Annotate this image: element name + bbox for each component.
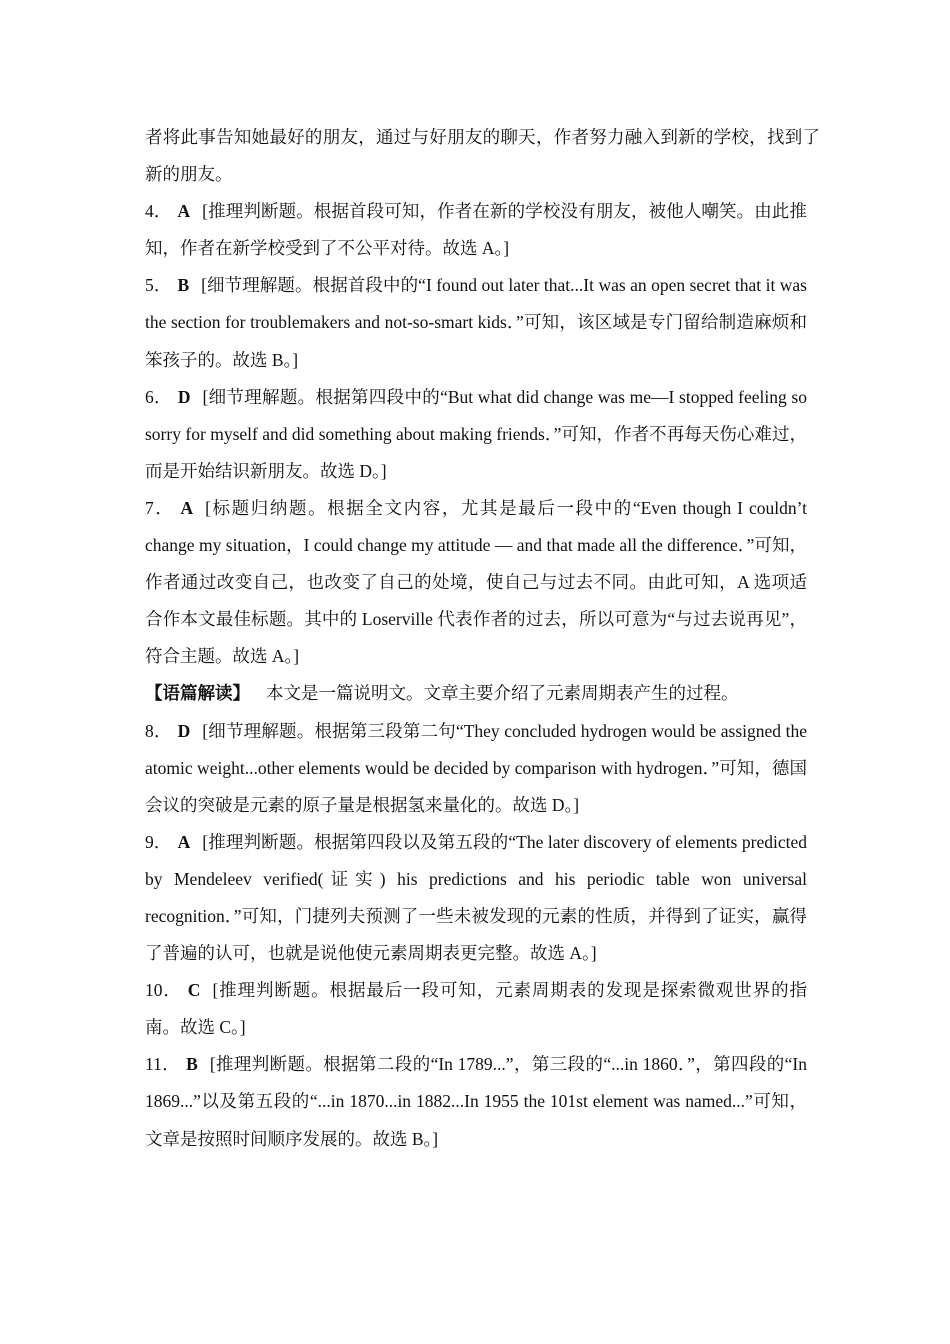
- item-number: 6．: [145, 386, 172, 407]
- item-explanation: [推理判断题。根据第四段以及第五段的“The later discovery of elements predicted by Mendeleev verified(证实) his predictions and his periodic table won universal recognition．”可知，门捷列夫预测了一些未被发现的元素的性质，并得到了证实，赢得了普遍的认可，也就是说他使元素周期表更完整。故选 A。]: [145, 831, 808, 964]
- answer-item-4: [145, 193, 807, 267]
- answer-item-7: [145, 490, 807, 675]
- item-number: 8．: [145, 720, 172, 741]
- answer-item-9: [145, 824, 807, 972]
- item-answer: B: [186, 1054, 198, 1075]
- item-explanation: [推理判断题。根据第二段的“In 1789...”，第三段的“...in 1860．”，第四段的“In 1869...”以及第五段的“...in 1870...in 1882...In 1955 the 101st element was named...”可知，文章是按照时间顺序发展的。故选 B。]: [145, 1054, 807, 1149]
- answer-key-page: [145, 119, 820, 1158]
- answer-item-11: [145, 1046, 807, 1157]
- item-explanation: [推理判断题。根据首段可知，作者在新的学校没有朋友，被他人嘲笑。由此推知，作者在新学校受到了不公平对待。故选 A。]: [145, 201, 808, 259]
- answer-item-8: [145, 713, 807, 824]
- item-explanation: [细节理解题。根据首段中的“I found out later that...It was an open secret that it was the section for troublemakers and not-so-smart kids．”可知，该区域是专门留给制造麻烦和笨孩子的。故选 B。]: [145, 275, 807, 370]
- item-number: 7．: [145, 497, 175, 518]
- item-explanation: [推理判断题。根据最后一段可知，元素周期表的发现是探索微观世界的指南。故选 C。]: [145, 980, 807, 1038]
- item-number: 4．: [145, 201, 172, 222]
- item-answer: B: [177, 275, 190, 296]
- answer-item-10: [145, 972, 807, 1046]
- item-answer: D: [177, 386, 191, 407]
- item-number: 10．: [145, 980, 182, 1001]
- continuation-paragraph: 者将此事告知她最好的朋友，通过与好朋友的聊天，作者努力融入到新的学校，找到了新的朋友。: [145, 127, 820, 185]
- item-answer: A: [177, 201, 191, 222]
- section-text: 本文是一篇说明文。文章主要介绍了元素周期表产生的过程。: [266, 683, 739, 704]
- item-number: 5．: [145, 275, 172, 296]
- item-answer: A: [177, 831, 191, 852]
- item-answer: D: [177, 720, 191, 741]
- item-explanation: [细节理解题。根据第三段第二句“They concluded hydrogen would be assigned the atomic weight...other elements would be decided by comparison with hydrogen．”可知，德国会议的突破是元素的原子量是根据氢来量化的。故选 D。]: [145, 720, 807, 815]
- item-number: 11．: [145, 1054, 181, 1075]
- passage-analysis: [145, 675, 807, 712]
- answer-item-5: [145, 267, 807, 378]
- item-explanation: [标题归纳题。根据全文内容，尤其是最后一段中的“Even though I couldn’t change my situation，I could change my attitude — and that made all the difference．”可知，作者通过改变自己，也改变了自己的处境，使自己与过去不同。由此可知，A 选项适合作本文最佳标题。其中的 Loserville 代表作者的过去，所以可意为“与过去说再见”，符合主题。故选 A。]: [145, 497, 807, 667]
- item-number: 9．: [145, 831, 172, 852]
- answer-item-6: [145, 379, 807, 490]
- section-heading: 【语篇解读】: [145, 683, 250, 704]
- item-explanation: [细节理解题。根据第四段中的“But what did change was me—I stopped feeling so sorry for myself and did something about making friends．”可知，作者不再每天伤心难过，而是开始结识新朋友。故选 D。]: [145, 386, 807, 481]
- item-answer: A: [180, 497, 194, 518]
- item-answer: C: [187, 980, 201, 1001]
